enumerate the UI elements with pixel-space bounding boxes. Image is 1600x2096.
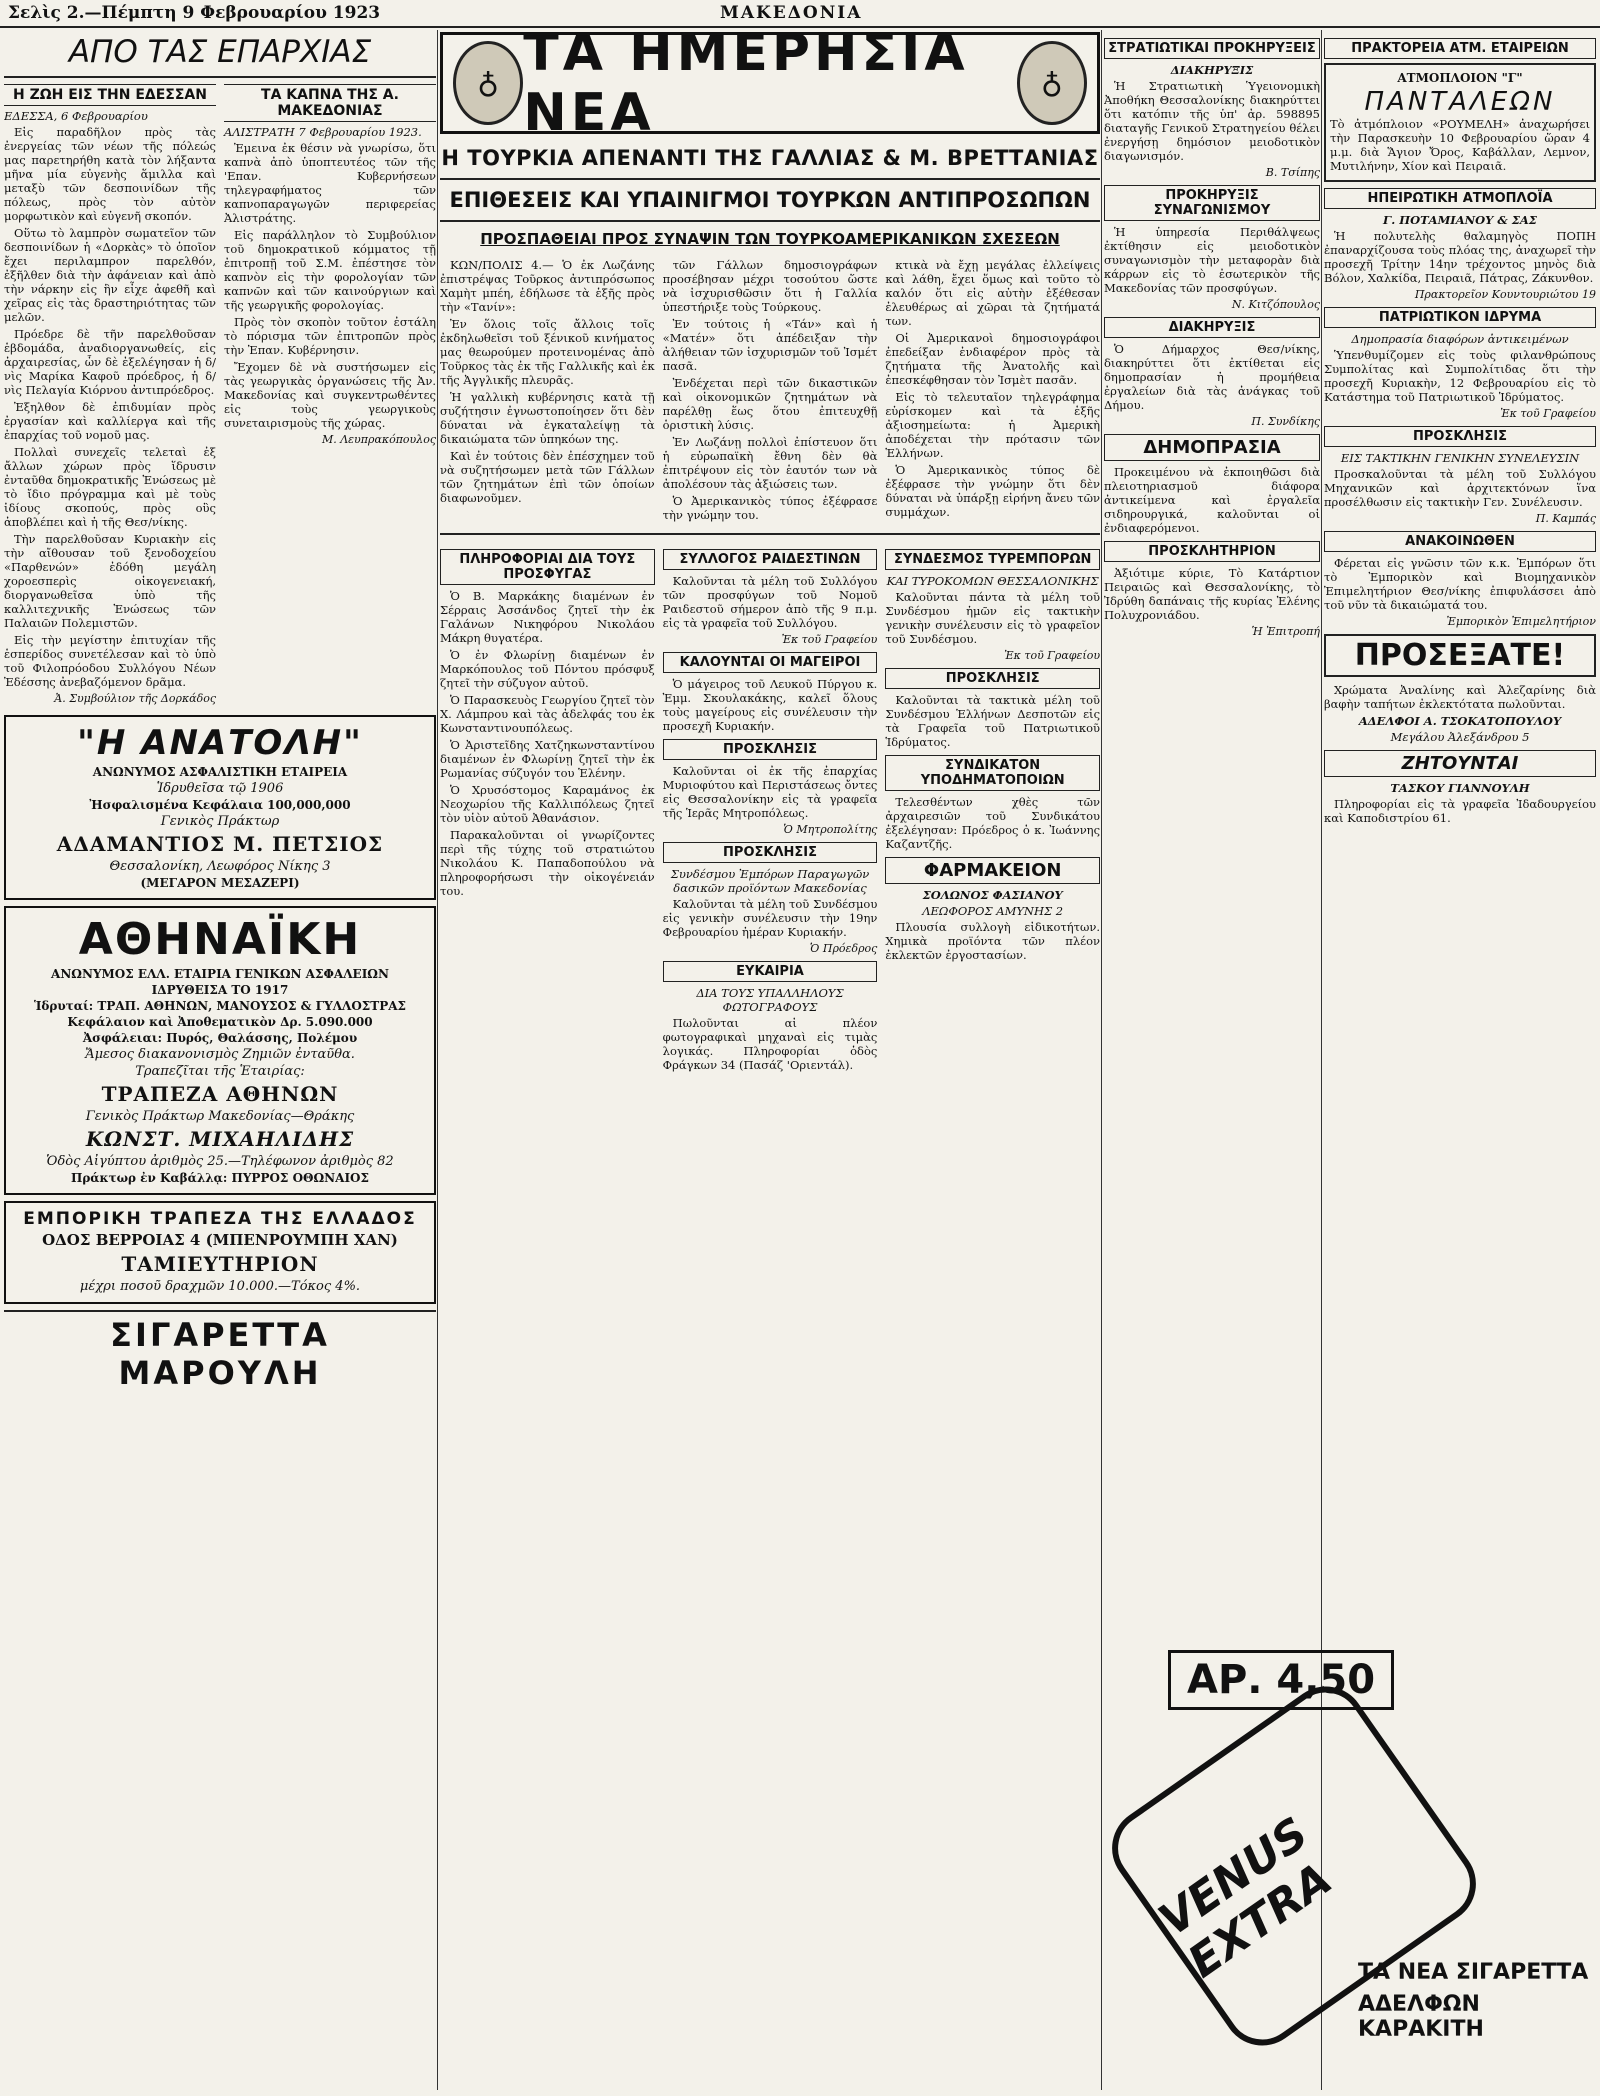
paragraph: Ὁ μάγειρος τοῦ Λευκοῦ Πύργου κ. Ἐμμ. Σκουλακάκης, καλεῖ ὅλους τοὺς μαγείρους εἰς συνέλευσιν τὴν προσεχῆ Κυριακήν. bbox=[662, 677, 878, 733]
shop-name: ΑΔΕΛΦΟΙ Α. ΤΣΟΚΑΤΟΠΟΥΛΟΥ bbox=[1358, 714, 1562, 728]
paragraph: Εἰς παραδῆλον πρὸς τὰς ἐνεργείας τῶν νέων τῆς πόλεώς μας παρετηρήθη κατὰ τὸν λήξαντα μῆνα μία εὐγενὴς ἅμιλλα καὶ μεταξὺ τῶν δεσποινίδων τῆς πόλεως, πρὸς τὸν αὐτὸν μορφωτικὸν καὶ εὐγενῆ σκοπόν. bbox=[4, 125, 216, 223]
paragraph: κτικὰ νὰ ἔχῃ μεγάλας ἐλλείψεις καὶ λάθη, ἔχει ὅμως καὶ τοῦτο τὸ καλόν ὅτι εἰς αὐτὴν ἐξέθεσαν ἐλευθέρως αἱ χῶραι τὰ ζητήματά των. bbox=[885, 258, 1100, 328]
shop-address: Μεγάλου Ἀλεξάνδρου 5 bbox=[1390, 730, 1530, 744]
signature: Ὁ Μητροπολίτης bbox=[783, 823, 878, 836]
emporiki-bank-ad bbox=[4, 1201, 436, 1304]
notice-title: ΠΡΟΚΗΡΥΞΙΣ ΣΥΝΑΓΩΝΙΣΜΟΥ bbox=[1104, 185, 1320, 221]
paragraph: Καλοῦνται τὰ μέλη τοῦ Συνδέσμου εἰς γενικὴν συνέλευσιν τὴν 19ην Φεβρουαρίου ἡμέραν Κυριακήν. bbox=[662, 897, 878, 939]
signature: Πρακτορεῖον Κουντουριώτου 19 bbox=[1414, 288, 1596, 301]
signature: Ἐκ τοῦ Γραφείου bbox=[1004, 649, 1100, 662]
paragraph: Πρόεδρε δὲ τῆν παρελθοῦσαν ἑβδομάδα, ἀναδιοργανωθείς, εἰς ἀρχαιρεσίας, ὧν δὲ ἐξελέγησαν ἡ δ/νὶς Μαρίκα Καφοῦ πρόεδρος, ἡ δ/νὶς Πελαγία Κιόρνου ἀντιπρόεδρος. bbox=[4, 327, 216, 397]
paragraph: Ὁ Δήμαρχος Θεσ/νίκης, διακηρύττει ὅτι ἐκτίθεται εἰς δημοπρασίαν ἡ προμήθεια ἐργαλείων διὰ τὰς ἀνάγκας τοῦ Δήμου. bbox=[1104, 342, 1320, 412]
paragraph: Ἡ γαλλικὴ κυβέρνησις κατὰ τῇ συζήτησιν ἐγνωστοποίησεν ὅτι δὲν δύναται νὰ ἐγκαταλείψῃ τὰ δικαιώματα τῶν ὑπηκόων της. bbox=[440, 390, 655, 446]
notice-title: ΠΡΟΣΚΛΗΣΙΣ bbox=[663, 739, 878, 760]
article-title: Η ΖΩΗ ΕΙΣ ΤΗΝ ΕΔΕΣΣΑΝ bbox=[4, 84, 216, 106]
paragraph: Ἐμεινα ἐκ θέσιν νὰ γνωρίσω, ὅτι καπνὰ ἀπὸ ὑποπτευτέος τῶν τῆς 'Επαν. Κυβερνήσεων τηλεγραφήματος τῶν καπνοπαραγωγῶν περιφερείας Ἀλιστράτης. bbox=[224, 141, 436, 225]
brand-name: VENUS EXTRA bbox=[1150, 1807, 1342, 1989]
notice-title: ΠΡΟΣΚΛΗΤΗΡΙΟΝ bbox=[1104, 541, 1320, 562]
paragraph: Πλουσία συλλογὴ εἰδικοτήτων. Χημικὰ προϊόντα τῶν πλέον ἐκλεκτῶν ἐργοστασίων. bbox=[885, 920, 1100, 962]
coin-portrait-icon: ♁ bbox=[1017, 41, 1087, 125]
notice-title: ΔΗΜΟΠΡΑΣΙΑ bbox=[1104, 434, 1320, 461]
notice-subtitle: Δημοπρασία διαφόρων ἀντικειμένων bbox=[1351, 332, 1569, 346]
paragraph: Καλοῦνται τὰ τακτικὰ μέλη τοῦ Συνδέσμου Ἑλλήνων Δεσποτῶν εἰς τὰ Γραφεῖα τοῦ Πατριωτικοῦ Ἱδρύματος. bbox=[885, 693, 1100, 749]
paragraph: Εἰς παράλληλον τὸ Συμβούλιον τοῦ δημοκρατικοῦ κόμματος τῇ ἐπιτροπῇ τοῦ Σ.Μ. ἐπέστησε τὸν καπνὸν εἰς τὴν φορολογίαν τῶν καπνῶν καὶ τῶν καινούργιων καὶ τῆς γεωργικῆς φορολογίας. bbox=[224, 228, 436, 312]
athinaiki-insurance-ad bbox=[4, 906, 436, 1195]
tobacco-article bbox=[224, 78, 436, 709]
divider bbox=[440, 533, 1100, 535]
paragraph: Τὴν παρελθοῦσαν Κυριακὴν εἰς τὴν αἴθουσαν τοῦ ξενοδοχείου «Παρθενών» ἐδόθη μεγάλη χοροεσπερὶς οἰκογενειακή, διοργανωθεῖσα ὑπὸ τῆς καλλιτεχνικῆς Ἑνώσεως τῶν Παλαιῶν Πολεμιστῶν. bbox=[4, 532, 216, 630]
notice-subtitle: ΚΑΙ ΤΥΡΟΚΟΜΩΝ ΘΕΣΣΑΛΟΝΙΚΗΣ bbox=[886, 574, 1099, 588]
ad-tagline: ΤΑ ΝΕΑ ΣΙΓΑΡΕΤΤΑ bbox=[1358, 1960, 1589, 1985]
signature: Ν. Κιτζόπουλος bbox=[1231, 298, 1320, 311]
paragraph: Ἐξηλθον δὲ ἐπιδυμίαν πρὸς ἐργασίαν καὶ καλλίεργα καὶ τῆς ἐπαρχίας τοῦ νομοῦ μας. bbox=[4, 400, 216, 442]
section-title: ΑΠΟ ΤΑΣ ΕΠΑΡΧΙΑΣ bbox=[4, 32, 436, 78]
daily-news-banner bbox=[440, 32, 1100, 143]
ad-agent-name: ΚΩΝΣΤ. ΜΙΧΑΗΛΙΔΗΣ bbox=[85, 1127, 355, 1151]
paragraph: Πωλοῦνται αἱ πλέον φωτογραφικαὶ μηχαναὶ εἰς τιμὰς λογικάς. Πληροφορίαι ὁδὸς Φράγκων 34 (Πασάζ 'Οριεντάλ). bbox=[662, 1016, 878, 1072]
notice-subtitle: ΕΙΣ ΤΑΚΤΙΚΗΝ ΓΕΝΙΚΗΝ ΣΥΝΕΛΕΥΣΙΝ bbox=[1340, 451, 1580, 465]
lead-story bbox=[440, 258, 1100, 525]
ad-address: Ὁδὸς Αἰγύπτου ἀριθμὸς 25.—Τηλέφωνον ἀριθμὸς 82 bbox=[46, 1154, 394, 1169]
tertiary-headline: ΠΡΟΣΠΑΘΕΙΑΙ ΠΡΟΣ ΣΥΝΑΨΙΝ ΤΩΝ ΤΟΥΡΚΟΑΜΕΡΙΚΑΝΙΚΩΝ ΣΧΕΣΕΩΝ bbox=[480, 230, 1060, 248]
issue-date: Σελὶς 2.—Πέμπτη 9 Φεβρουαρίου 1923 bbox=[8, 3, 381, 23]
signature: Ἐκ τοῦ Γραφείου bbox=[1500, 407, 1596, 420]
paragraph: Φέρεται εἰς γνῶσιν τῶν κ.κ. Ἐμπόρων ὅτι τὸ Ἐμπορικὸν καὶ Βιομηχανικὸν Ἐπιμελητήριον Θεσ/νίκης ἐπιφυλάσσει ἀπὸ τοῦ νῦν τὰ δικαιώματά του. bbox=[1324, 556, 1596, 612]
secondary-headline: ΕΠΙΘΕΣΕΙΣ ΚΑΙ ΥΠΑΙΝΙΓΜΟΙ ΤΟΥΡΚΩΝ ΑΝΤΙΠΡΟΣΩΠΩΝ bbox=[440, 178, 1100, 222]
notice-title: ΠΡΟΣΚΛΗΣΙΣ bbox=[885, 668, 1100, 689]
prosexate-ad-title: ΠΡΟΣΕΞΑΤΕ! bbox=[1324, 634, 1596, 677]
venus-extra-ad bbox=[1108, 1640, 1596, 2080]
cigarette-price: ΑΡ. 4,50 bbox=[1168, 1650, 1394, 1710]
signature: Β. Τσίπης bbox=[1265, 166, 1320, 179]
ad-terms: μέχρι ποσοῦ δραχμῶν 10.000.—Τόκος 4%. bbox=[79, 1279, 361, 1294]
notice-title: ΣΥΛΛΟΓΟΣ ΡΑΙΔΕΣΤΙΝΩΝ bbox=[663, 549, 878, 570]
paragraph: Ὁ Β. Μαρκάκης διαμένων ἐν Σέρραις Ἀσσάνδος ζητεῖ τὴν ἐκ Γαλάνων Νικηφόρου Νικολάου Μάκρη θυγατέρα. bbox=[440, 589, 655, 645]
column-daily-news bbox=[440, 32, 1100, 2092]
paragraph: Οἱ Ἀμερικανοὶ δημοσιογράφοι ἐπεδείξαν ἐνδιαφέρον πρὸς τὰ ζητήματα τῆς Ἀνατολῆς καὶ ἐπεσκέφθησαν τὸν Ἰσμὲτ πασᾶν. bbox=[885, 331, 1100, 387]
notice-title: ΔΙΑΚΗΡΥΞΙΣ bbox=[1104, 317, 1320, 338]
ad-founders: Ἱδρυταί: ΤΡΑΠ. ΑΘΗΝΩΝ, ΜΑΝΟΥΣΟΣ & ΓΥΛΛΟΣΤΡΑΣ bbox=[33, 999, 407, 1013]
article-title: ΤΑ ΚΑΠΝΑ ΤΗΣ Α. ΜΑΚΕΔΟΝΙΑΣ bbox=[224, 84, 436, 122]
ad-title: ΑΘΗΝΑΪΚΗ bbox=[78, 914, 362, 965]
ad-agent-label: Γενικὸς Πράκτωρ Μακεδονίας—Θράκης bbox=[85, 1109, 355, 1124]
paragraph: Ὁ Ἀριστεῖδης Χατζηκωνσταντίνου διαμένων ἐν Φλωρίνῃ ζητεῖ τὴν ἐκ Ρωμανίας σύζυγόν του Ἑλένην. bbox=[440, 738, 655, 780]
paragraph: Ἐνδέχεται περὶ τῶν δικαστικῶν καὶ οἰκονομικῶν ζητημάτων νὰ παρέλθῃ ἕως ὅτου ἐπιτευχθῇ ὁριστικὴ λύσις. bbox=[662, 376, 878, 432]
signature: Ἡ Ἐπιτροπή bbox=[1251, 625, 1320, 638]
column-divider bbox=[1101, 30, 1102, 2090]
notice-title: ΣΤΡΑΤΙΩΤΙΚΑΙ ΠΡΟΚΗΡΥΞΕΙΣ bbox=[1104, 38, 1320, 59]
ad-title: ΕΜΠΟΡΙΚΗ ΤΡΑΠΕΖΑ ΤΗΣ ΕΛΛΑΔΟΣ bbox=[23, 1209, 417, 1229]
ad-bank-label: Τραπεζῖται τῆς Ἑταιρίας: bbox=[135, 1064, 305, 1079]
ad-savings: ΤΑΜΙΕΥΤΗΡΙΟΝ bbox=[121, 1252, 319, 1276]
paragraph: Καλοῦνται οἱ ἐκ τῆς ἐπαρχίας Μυριοφύτου καὶ Περιστάσεως ὄντες εἰς Θεσσαλονίκην εἰς τὰ γραφεῖα τῆς Ἱερᾶς Μητροπόλεως. bbox=[662, 764, 878, 820]
notice-title: ΖΗΤΟΥΝΤΑΙ bbox=[1324, 750, 1596, 777]
dateline: ΑΛΙΣΤΡΑΤΗ 7 Φεβρουαρίου 1923. bbox=[224, 125, 422, 139]
notice-title: ΠΡΟΣΚΛΗΣΙΣ bbox=[663, 842, 878, 863]
ship-name: ΠΑΝΤΑΛΕΩΝ bbox=[1364, 87, 1556, 117]
pharmacy-address: ΛΕΩΦΟΡΟΣ ΑΜΥΝΗΣ 2 bbox=[922, 904, 1064, 918]
paragraph: Οὕτω τὸ λαμπρὸν σωματεῖον τῶν δεσποινίδων ἡ «Δορκὰς» τὸ ὁποῖον ἔχει περιλαμπρον παρελθόν, ἐξῆλθεν διὰ τὴν ἀφάνειαν καὶ ἀπὸ τὴν νάρκην εἰς ἣν εἶχε ἀφεθῆ καὶ χεῖρας εἰς τὰς δραστηριότητας τῶν μελῶν. bbox=[4, 226, 216, 324]
signature: Ἐκ τοῦ Γραφείου bbox=[781, 633, 878, 646]
ad-capital: Ἠσφαλισμένα Κεφάλαια 100,000,000 bbox=[89, 798, 351, 812]
notice-title: ΑΝΑΚΟΙΝΩΘΕΝ bbox=[1324, 531, 1596, 552]
notice-subtitle: ΔΙΑ ΤΟΥΣ ΥΠΑΛΛΗΛΟΥΣ ΦΩΤΟΓΡΑΦΟΥΣ bbox=[696, 986, 844, 1014]
notices-block bbox=[440, 543, 1100, 1075]
paragraph: Ἐν τούτοις ἡ «Τάν» καὶ ἡ «Ματέν» ὅτι ἀπέδειξαν τὴν ἀλήθειαν τῶν ἰσχυρισμῶν τοῦ Ἰσμέτ πασᾶ. bbox=[662, 317, 878, 373]
paragraph: Ὁ Ἀμερικανικὸς τύπος ἐξέφρασε τὴν γνώμην του. bbox=[662, 494, 878, 522]
paragraph: ΚΩΝ/ΠΟΛΙΣ 4.— Ὁ ἐκ Λωζάνης ἐπιστρέψας Τοῦρκος ἀντιπρόσωπος Χαμὴτ μπέη, ἐδήλωσε τὰ ἑξῆς πρὸς τὴν «Τανίν»: bbox=[440, 258, 655, 314]
main-headline: Η ΤΟΥΡΚΙΑ ΑΠΕΝΑΝΤΙ ΤΗΣ ΓΑΛΛΙΑΣ & Μ. ΒΡΕΤΤΑΝΙΑΣ bbox=[441, 146, 1099, 170]
paragraph: Ὑπενθυμίζομεν εἰς τοὺς φιλανθρώπους Συμπολίτας καὶ Συμπολίτιδας ὅτι τὴν προσεχῆ Κυριακὴν, 12 Φεβρουαρίου εἰς τὸ Κατάστημα τοῦ Πατριωτικοῦ Ἱδρύματος. bbox=[1324, 348, 1596, 404]
marouli-cigarette-ad: ΣΙΓΑΡΕΤΤΑ ΜΑΡΟΥΛΗ bbox=[4, 1310, 436, 1392]
paragraph: Προσκαλοῦνται τὰ μέλη τοῦ Συλλόγου Μηχανικῶν καὶ ἀρχιτεκτόνων ἵνα προσέλθωσιν εἰς τακτικὴν Γεν. Συνέλευσιν. bbox=[1324, 467, 1596, 509]
paragraph: Ἀξιότιμε κύριε, Τὸ Κατάρτιον Πειραιῶς καὶ Θεσσαλονίκης, τὸ Ἰδρύθη δαπάναις τῆς κυρίας Ἑλένης Πολυχρονιάδου. bbox=[1104, 566, 1320, 622]
paragraph: Ἐν Λωζάνῃ πολλοὶ ἐπίστευον ὅτι ἡ εὐρωπαϊκὴ ἔθνη δὲν θὰ ἐπιτρέψουν εἰς τὸν ἑαυτόν των νὰ ἀπολέσουν τὰς ἀξιώσεις των. bbox=[662, 435, 878, 491]
notice-subtitle: Συνδέσμου Ἐμπόρων Παραγωγῶν δασικῶν προϊόντων Μακεδονίας bbox=[670, 867, 870, 895]
ad-insurance-types: Ἀσφάλειαι: Πυρός, Θαλάσσης, Πολέμου bbox=[82, 1031, 358, 1045]
coin-portrait-icon: ♁ bbox=[453, 41, 523, 125]
paragraph: Ἔχομεν δὲ νὰ συστήσωμεν εἰς τὰς γεωργικὰς ὀργανώσεις τῆς Ἀν. Μακεδονίας καὶ συγκεντρωθέντες εἰς τοὺς γεωργικοὺς συνεταιρισμοὺς τῆς χώρας. bbox=[224, 360, 436, 430]
ad-subtitle: ΑΝΩΝΥΜΟΣ ΑΣΦΑΛΙΣΤΙΚΗ ΕΤΑΙΡΕΙΑ bbox=[92, 765, 348, 779]
paragraph: Ὁ ἐν Φλωρίνῃ διαμένων ἐν Μαρκόπουλος τοῦ Πόντου πρόσφυξ ζητεῖ τὴν σύζυγον αὐτοῦ. bbox=[440, 648, 655, 690]
dateline: ΕΔΕΣΣΑ, 6 Φεβρουαρίου bbox=[4, 109, 148, 123]
paragraph: Χρώματα Ἀναλίνης καὶ Ἀλεζαρίνης διὰ βαφὴν ταπήτων ἐκλεκτότατα πωλοῦνται. bbox=[1324, 683, 1596, 711]
paragraph: Ἐν ὅλοις τοῖς ἄλλοις τοῖς ἐκδηλωθεῖσι τοῦ ξένικοῦ κινήματος μας θεωρούμεν προτεινομένας ἀπὸ Τοῦρκος τὰς ἐκ τῆς Γαλλικῆς καὶ ἐκ τῆς Ἀγγλικῆς πλευρᾶς. bbox=[440, 317, 655, 387]
masthead bbox=[0, 0, 1600, 28]
notice-subtitle: ΔΙΑΚΗΡΥΞΙΣ bbox=[1170, 63, 1254, 77]
notice-title: ΠΛΗΡΟΦΟΡΙΑΙ ΔΙΑ ΤΟΥΣ ΠΡΟΣΦΥΓΑΣ bbox=[440, 549, 655, 585]
notice-title: ΗΠΕΙΡΩΤΙΚΗ ΑΤΜΟΠΛΟΪΑ bbox=[1324, 188, 1596, 209]
notice-title: ΠΑΤΡΙΩΤΙΚΟΝ ΙΔΡΥΜΑ bbox=[1324, 307, 1596, 328]
paragraph: Παρακαλοῦνται οἱ γνωρίζοντες περὶ τῆς τύχης τοῦ στρατιώτου Νικολάου Κ. Παπαδοπούλου νὰ πληροφορήσωσι τὴν οἰκογένειάν του. bbox=[440, 828, 655, 898]
ad-year: Ἱδρυθεῖσα τῷ 1906 bbox=[156, 781, 284, 796]
notice-title: ΕΥΚΑΙΡΙΑ bbox=[663, 961, 878, 982]
column-provinces bbox=[4, 32, 436, 2092]
ad-subtitle: ΑΝΩΝΥΜΟΣ ΕΛΛ. ΕΤΑΙΡΙΑ ΓΕΝΙΚΩΝ ΑΣΦΑΛΕΙΩΝ bbox=[51, 967, 389, 981]
notice-title: ΠΡΑΚΤΟΡΕΙΑ ΑΤΜ. ΕΤΑΙΡΕΙΩΝ bbox=[1324, 38, 1596, 59]
paragraph: Καὶ ἐν τούτοις δὲν ἐπέσχημεν τοῦ νὰ συζητήσωμεν μετὰ τῶν Γάλλων τῶν ζητημάτων ἐπὶ τῶν ὁποίων διαφωνοῦμεν. bbox=[440, 449, 655, 505]
banner-title: ΤΑ ΗΜΕΡΗΣΙΑ ΝΕΑ bbox=[523, 32, 969, 143]
ship-label: ΑΤΜΟΠΛΟΙΟΝ "Γ" bbox=[1397, 71, 1523, 85]
edessa-article bbox=[4, 78, 216, 709]
steamship-ad bbox=[1324, 63, 1596, 182]
paragraph: Καλοῦνται πάντα τὰ μέλη τοῦ Συνδέσμου ἡμῶν εἰς τακτικὴν γενικὴν συνέλευσιν εἰς τὸ γραφεῖον τοῦ Συνδέσμου. bbox=[885, 590, 1100, 646]
paragraph: Ἡ Στρατιωτικὴ Ὑγειονομικὴ Ἀποθήκη Θεσσαλονίκης διακηρύττει ὅτι κατόπιν τῆς ὑπ' ἀρ. 598895 διαταγῆς Γενικοῦ Στρατηγείου θέλει ἐνεργήσῃ δημόσιον μειοδοτικὸν διαγωνισμόν. bbox=[1104, 79, 1320, 163]
signature: Ἀ. Συμβούλιον τῆς Δορκάδος bbox=[54, 692, 216, 705]
ad-note: Ἄμεσος διακανονισμὸς Ζημιῶν ἐνταῦθα. bbox=[85, 1047, 355, 1062]
newspaper-name: ΜΑΚΕΔΟΝΙΑ bbox=[720, 3, 863, 23]
ad-title: "Η ΑΝΑΤΟΛΗ" bbox=[77, 723, 363, 763]
paragraph: Ὁ Παρασκευὸς Γεωργίου ζητεῖ τὸν Χ. Λάμπρου καὶ τὰς ἀδελφάς του ἐκ Κωνσταντινουπόλεως. bbox=[440, 693, 655, 735]
ad-address: Θεσσαλονίκη, Λεωφόρος Νίκης 3 bbox=[109, 859, 331, 874]
company-name: Γ. ΠΟΤΑΜΙΑΝΟΥ & ΣΑΣ bbox=[1383, 213, 1537, 227]
ad-role: Γενικὸς Πράκτωρ bbox=[160, 814, 280, 829]
paragraph: Ἡ πολυτελὴς θαλαμηγὸς ΠΟΠΗ ἐπαναρχίζουσα τοὺς πλόας της, ἀναχωρεῖ τὴν προσεχῆ Τρίτην 14ην τρέχοντος μηνὸς διὰ Βόλον, Χαλκίδα, Πειραιᾶ, Πάτρας, Ζάκυνθον. bbox=[1324, 229, 1596, 285]
paragraph: Ὁ Ἀμερικανικὸς τύπος δὲ ἐξέφρασε τὴν γνώμην ὅτι δὲν δύναται νὰ ὑπάρξῃ εἰρήνη ἄνευ τῶν συμμάχων. bbox=[885, 463, 1100, 519]
paragraph: Εἰς τὸ τελευταῖον τηλεγράφημα εὑρίσκομεν καὶ τὰ ἑξῆς ἀξιοσημείωτα: ἡ Ἀμερικὴ ἀποδέχεται τὴν πρότασιν τῶν Ἑλλήνων. bbox=[885, 390, 1100, 460]
notice-title: ΣΥΝΔΙΚΑΤΟΝ ΥΠΟΔΗΜΑΤΟΠΟΙΩΝ bbox=[885, 755, 1100, 791]
notice-title: ΣΥΝΔΕΣΜΟΣ ΤΥΡΕΜΠΟΡΩΝ bbox=[885, 549, 1100, 570]
notice-title: ΠΡΟΣΚΛΗΣΙΣ bbox=[1324, 426, 1596, 447]
paragraph: Τὸ ἀτμόπλοιον «ΡΟΥΜΕΛΗ» ἀναχωρήσει τὴν Παρασκευὴν 10 Φεβρουαρίου ὥραν 4 μ.μ. διὰ Ἅγιον Ὄρος, Καβάλλαν, Λεμνον, Μυτιλήνην, Χίον καὶ Πειραιᾶ. bbox=[1330, 117, 1590, 173]
signature: Π. Καμπάς bbox=[1535, 512, 1596, 525]
column-divider bbox=[437, 30, 438, 2090]
paragraph: Καλοῦνται τὰ μέλη τοῦ Συλλόγου τῶν προσφύγων τοῦ Νομοῦ Ραιδεστοῦ σήμερον ἀπὸ τῆς 9 π.μ. εἰς τὰ γραφεῖα τοῦ Συλλόγου. bbox=[662, 574, 878, 630]
paragraph: Πληροφορίαι εἰς τὰ γραφεῖα Ἰδαδουργείου καὶ Καποδιστρίου 61. bbox=[1324, 797, 1596, 825]
ad-kavala-agent: Πράκτωρ ἐν Καβάλλᾳ: ΠΥΡΡΟΣ ΟΘΩΝΑΙΟΣ bbox=[70, 1171, 369, 1185]
notice-title: ΦΑΡΜΑΚΕΙΟΝ bbox=[885, 857, 1100, 884]
ad-agent-name: ΑΔΑΜΑΝΤΙΟΣ Μ. ΠΕΤΣΙΟΣ bbox=[56, 832, 384, 856]
ad-address: ΟΔΟΣ ΒΕΡΡΟΙΑΣ 4 (ΜΠΕΝΡΟΥΜΠΗ ΧΑΝ) bbox=[42, 1231, 398, 1249]
person-name: ΤΑΣΚΟΥ ΓΙΑΝΝΟΥΛΗ bbox=[1390, 781, 1530, 795]
ad-building: (ΜΕΓΑΡΟΝ ΜΕΣΑΖΕΡΙ) bbox=[140, 876, 300, 890]
paragraph: Εἰς τὴν μεγίστην ἐπιτυχίαν τῆς ἑσπερίδος συνετέλεσαν καὶ τὸ ὑπὸ τοῦ Φιλοπρόοδου Συλλόγου Νέων Ἐδέσσης ἀνεβαζόμενον δρᾶμα. bbox=[4, 633, 216, 689]
paragraph: Ἡ ὑπηρεσία Περιθάλψεως ἐκτίθησιν εἰς μειοδοτικὸν συναγωνισμὸν τὴν μεταφορὰν διὰ κάρρων εἰς τὸ ἐσωτερικὸν τῆς Μακεδονίας τῶν προσφύγων. bbox=[1104, 225, 1320, 295]
paragraph: τῶν Γάλλων δημοσιογράφων προσέβησαν μέχρι τοσούτου ὥστε νὰ ἰσχυρισθῶσιν ὅτι ἡ Γαλλία ὑπεστήριξε τοὺς Τούρκους. bbox=[662, 258, 878, 314]
paragraph: Ὁ Χρυσόστομος Καραμάνος ἐκ Νεοχωρίου τῆς Καλλιπόλεως ζητεῖ τὸν υἱὸν αὐτοῦ Ἀθανάσιον. bbox=[440, 783, 655, 825]
pharmacy-name: ΣΟΛΩΝΟΣ ΦΑΣΙΑΝΟΥ bbox=[922, 888, 1063, 902]
anatoli-insurance-ad bbox=[4, 715, 436, 900]
ad-bank-name: ΤΡΑΠΕΖΑ ΑΘΗΝΩΝ bbox=[101, 1082, 339, 1106]
signature: Ἐμπορικὸν Ἐπιμελητήριον bbox=[1446, 615, 1596, 628]
ad-year: ΙΔΡΥΘΕΙΣΑ ΤΟ 1917 bbox=[151, 983, 289, 997]
paragraph: Πολλαὶ συνεχεῖς τελεταὶ ἐξ ἄλλων χώρων πρὸς ἵδρυσιν ἐνταῦθα δημοκρατικῆς Ἑνώσεως μὲ τὸ ἴδιο πρόγραμμα καὶ μὲ τοὺς ἰδίους σκοπούς, πρὸς οὓς ἀποβλέπει καὶ ἡ τῆς Θεσ/νίκης. bbox=[4, 445, 216, 529]
paragraph: Τελεσθέντων χθὲς τῶν ἀρχαιρεσιῶν τοῦ Συνδικάτου ἐξελέγησαν: Πρόεδρος ὁ κ. Ἰωάννης Καζαντζῆς. bbox=[885, 795, 1100, 851]
ad-capital: Κεφάλαιον καὶ Ἀποθεματικὸν Δρ. 5.090.000 bbox=[67, 1015, 373, 1029]
notice-title: ΚΑΛΟΥΝΤΑΙ ΟΙ ΜΑΓΕΙΡΟΙ bbox=[663, 652, 878, 673]
paragraph: Πρὸς τὸν σκοπὸν τοῦτον ἐστάλη τὸ πόρισμα τῶν ἐπιτροπῶν πρὸς τὴν Ἐπαν. Κυβέρνησιν. bbox=[224, 315, 436, 357]
ad-maker: ΑΔΕΛΦΩΝ ΚΑΡΑΚΙΤΗ bbox=[1358, 1992, 1484, 2042]
signature: Ὁ Πρόεδρος bbox=[809, 942, 878, 955]
signature: Π. Συνδίκης bbox=[1251, 415, 1320, 428]
signature: Μ. Λευπρακόπουλος bbox=[321, 433, 436, 446]
paragraph: Προκειμένου νὰ ἐκποιηθῶσι διὰ πλειοτηριασμοῦ διάφορα ἀντικείμενα καὶ ἐργαλεῖα σιδηρουργικά, καλοῦνται οἱ ἐνδιαφερόμενοι. bbox=[1104, 465, 1320, 535]
